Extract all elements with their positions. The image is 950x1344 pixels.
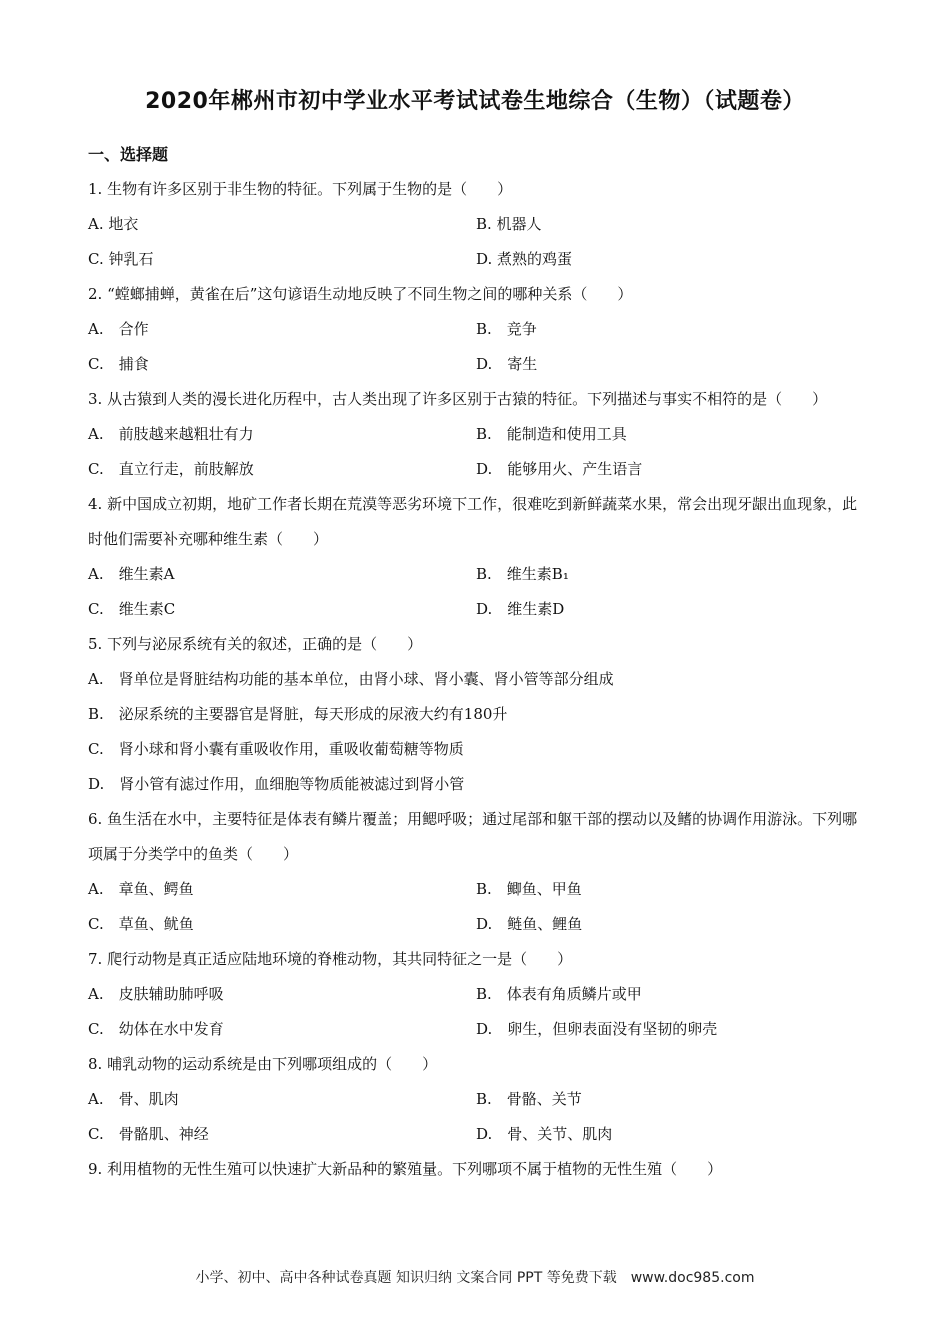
option-c: C. 直立行走，前肢解放 (88, 460, 254, 478)
option-group (88, 872, 860, 942)
option-a: A. 肾单位是肾脏结构功能的基本单位，由肾小球、肾小囊、肾小管等部分组成 (88, 670, 614, 688)
option-group (88, 417, 860, 487)
option-group (88, 1082, 860, 1152)
question-4 (88, 487, 860, 627)
question-stem: 5. 下列与泌尿系统有关的叙述，正确的是（ ） (88, 635, 423, 653)
option-a: A. 维生素A (88, 565, 175, 583)
option-c: C. 幼体在水中发育 (88, 1020, 224, 1038)
option-group (88, 977, 860, 1047)
option-d: D. 卵生，但卵表面没有坚韧的卵壳 (476, 1020, 718, 1038)
option-b: B. 竞争 (476, 320, 537, 338)
option-group (88, 312, 860, 382)
option-b: B. 能制造和使用工具 (476, 425, 627, 443)
question-stem: 2. “螳螂捕蝉，黄雀在后”这句谚语生动地反映了不同生物之间的哪种关系（ ） (88, 285, 633, 303)
question-3 (88, 382, 860, 487)
option-d: D. 煮熟的鸡蛋 (476, 250, 573, 268)
question-5 (88, 627, 860, 802)
question-1 (88, 172, 860, 277)
option-group (88, 662, 860, 802)
question-8 (88, 1047, 860, 1152)
option-c: C. 草鱼、鱿鱼 (88, 915, 194, 933)
question-9 (88, 1152, 860, 1187)
option-d: D. 维生素D (476, 600, 565, 618)
option-c: C. 捕食 (88, 355, 149, 373)
question-stem: 1. 生物有许多区别于非生物的特征。下列属于生物的是（ ） (88, 180, 513, 198)
question-stem: 7. 爬行动物是真正适应陆地环境的脊椎动物，其共同特征之一是（ ） (88, 950, 573, 968)
option-b: B. 骨骼、关节 (476, 1090, 582, 1108)
option-a: A. 前肢越来越粗壮有力 (88, 425, 254, 443)
option-c: C. 肾小球和肾小囊有重吸收作用，重吸收葡萄糖等物质 (88, 740, 464, 758)
option-b: B. 体表有角质鳞片或甲 (476, 985, 642, 1003)
page-title: 2020年郴州市初中学业水平考试试卷生地综合（生物）（试题卷） (145, 89, 805, 114)
option-d: D. 能够用火、产生语言 (476, 460, 643, 478)
option-b: B. 泌尿系统的主要器官是肾脏，每天形成的尿液大约有180升 (88, 705, 508, 723)
option-a: A. 章鱼、鳄鱼 (88, 880, 194, 898)
option-c: C. 钟乳石 (88, 250, 154, 268)
question-stem: 9. 利用植物的无性生殖可以快速扩大新品种的繁殖量。下列哪项不属于植物的无性生殖（ ） (88, 1160, 723, 1178)
question-7 (88, 942, 860, 1047)
question-stem: 4. 新中国成立初期，地矿工作者长期在荒漠等恶劣环境下工作，很难吃到新鲜蔬菜水果，常会出现牙龈出血现象，此时他们需要补充哪种维生素（ ） (88, 495, 858, 548)
option-a: A. 合作 (88, 320, 149, 338)
option-b: B. 鲫鱼、甲鱼 (476, 880, 582, 898)
option-b: B. 维生素B₁ (476, 565, 569, 583)
option-d: D. 寄生 (476, 355, 538, 373)
option-a: A. 地衣 (88, 215, 139, 233)
option-d: D. 肾小管有滤过作用，血细胞等物质能被滤过到肾小管 (88, 775, 465, 793)
question-stem: 6. 鱼生活在水中，主要特征是体表有鳞片覆盖；用鳃呼吸；通过尾部和躯干部的摆动以及鳍的协调作用游泳。下列哪项属于分类学中的鱼类（ ） (88, 810, 858, 863)
question-list (88, 172, 860, 1187)
question-6 (88, 802, 860, 942)
option-d: D. 骨、关节、肌肉 (476, 1125, 613, 1143)
option-c: C. 骨骼肌、神经 (88, 1125, 209, 1143)
option-group (88, 207, 860, 277)
option-b: B. 机器人 (476, 215, 542, 233)
footer-text: 小学、初中、高中各种试卷真题 知识归纳 文案合同 PPT 等免费下载 www.doc985.com (195, 1270, 755, 1286)
question-stem: 3. 从古猿到人类的漫长进化历程中，古人类出现了许多区别于古猿的特征。下列描述与事实不相符的是（ ） (88, 390, 828, 408)
question-2 (88, 277, 860, 382)
option-a: A. 皮肤辅助肺呼吸 (88, 985, 224, 1003)
section-heading: 一、选择题 (88, 145, 169, 164)
question-stem: 8. 哺乳动物的运动系统是由下列哪项组成的（ ） (88, 1055, 438, 1073)
option-d: D. 鲢鱼、鲤鱼 (476, 915, 583, 933)
option-c: C. 维生素C (88, 600, 176, 618)
option-a: A. 骨、肌肉 (88, 1090, 179, 1108)
option-group (88, 557, 860, 627)
